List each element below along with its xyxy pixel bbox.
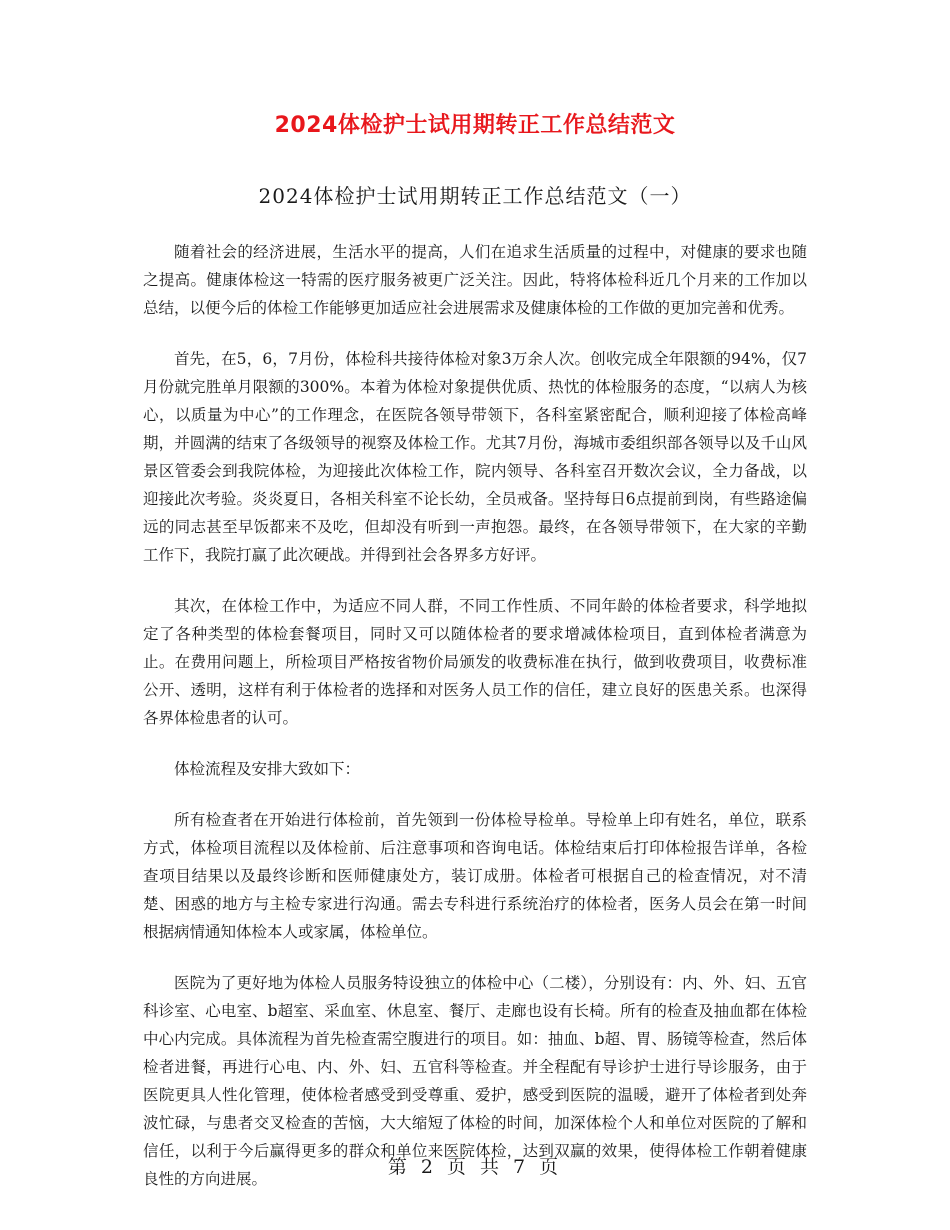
- paragraph-intro: 随着社会的经济进展，生活水平的提高，人们在追求生活质量的过程中，对健康的要求也随之提高。健康体检这一特需的医疗服务被更广泛关注。因此，特将体检科近几个月来的工作加以总结，以便今后的体检工作能够更加适应社会进展需求及健康体检的工作做的更加完善和优秀。: [143, 243, 807, 317]
- document-title: 2024体检护士试用期转正工作总结范文: [274, 113, 676, 138]
- document-body: [143, 238, 807, 1216]
- page-number-footer: 第 2 页 共 7 页: [387, 1156, 563, 1178]
- paragraph-second: 其次，在体检工作中，为适应不同人群，不同工作性质、不同年龄的体检者要求，科学地拟定了各种类型的体检套餐项目，同时又可以随体检者的要求增减体检项目，直到体检者满意为止。在费用问题上，所检项目严格按省物价局颁发的收费标准在执行，做到收费项目，收费标准公开、透明，这样有利于体检者的选择和对医务人员工作的信任，建立良好的医患关系。也深得各界体检患者的认可。: [143, 597, 807, 727]
- paragraph-center: 医院为了更好地为体检人员服务特设独立的体检中心（二楼），分别设有：内、外、妇、五官科诊室、心电室、b超室、采血室、休息室、餐厅、走廊也设有长椅。所有的检查及抽血都在体检中心内完成。具体流程为首先检查需空腹进行的项目。如：抽血、b超、胃、肠镜等检查，然后体检者进餐，再进行心电、内、外、妇、五官科等检查。并全程配有导诊护士进行导诊服务，由于医院更具人性化管理，使体检者感受到受尊重、爱护，感受到医院的温暖，避开了体检者到处奔波忙碌，与患者交叉检查的苦恼，大大缩短了体检的时间，加深体检个人和单位对医院的了解和信任，以利于今后赢得更多的群众和单位来医院体检，达到双赢的效果，使得体检工作朝着健康良性的方向进展。: [143, 974, 807, 1188]
- paragraph-process-heading: 体检流程及安排大致如下：: [174, 760, 361, 778]
- paragraph-process: 所有检查者在开始进行体检前，首先领到一份体检导检单。导检单上印有姓名，单位，联系方式，体检项目流程以及体检前、后注意事项和咨询电话。体检结束后打印体检报告详单，各检查项目结果以及最终诊断和医师健康处方，装订成册。体检者可根据自己的检查情况，对不清楚、困惑的地方与主检专家进行沟通。需去专科进行系统治疗的体检者，医务人员会在第一时间根据病情通知体检本人或家属，体检单位。: [143, 811, 807, 941]
- paragraph-first: 首先，在5，6，7月份，体检科共接待体检对象3万余人次。创收完成全年限额的94%，仅7月份就完胜单月限额的300%。本着为体检对象提供优质、热忱的体检服务的态度，“以病人为核心，以质量为中心”的工作理念，在医院各领导带领下，各科室紧密配合，顺利迎接了体检高峰期，并圆满的结束了各级领导的视察及体检工作。尤其7月份，海城市委组织部各领导以及千山风景区管委会到我院体检，为迎接此次体检工作，院内领导、各科室召开数次会议，全力备战，以迎接此次考验。炎炎夏日，各相关科室不论长幼，全员戒备。坚持每日6点提前到岗，有些路途偏远的同志甚至早饭都来不及吃，但却没有听到一声抱怨。最终，在各领导带领下，在大家的辛勤工作下，我院打赢了此次硬战。并得到社会各界多方好评。: [143, 350, 807, 564]
- document-subtitle: 2024体检护士试用期转正工作总结范文（一）: [258, 184, 692, 208]
